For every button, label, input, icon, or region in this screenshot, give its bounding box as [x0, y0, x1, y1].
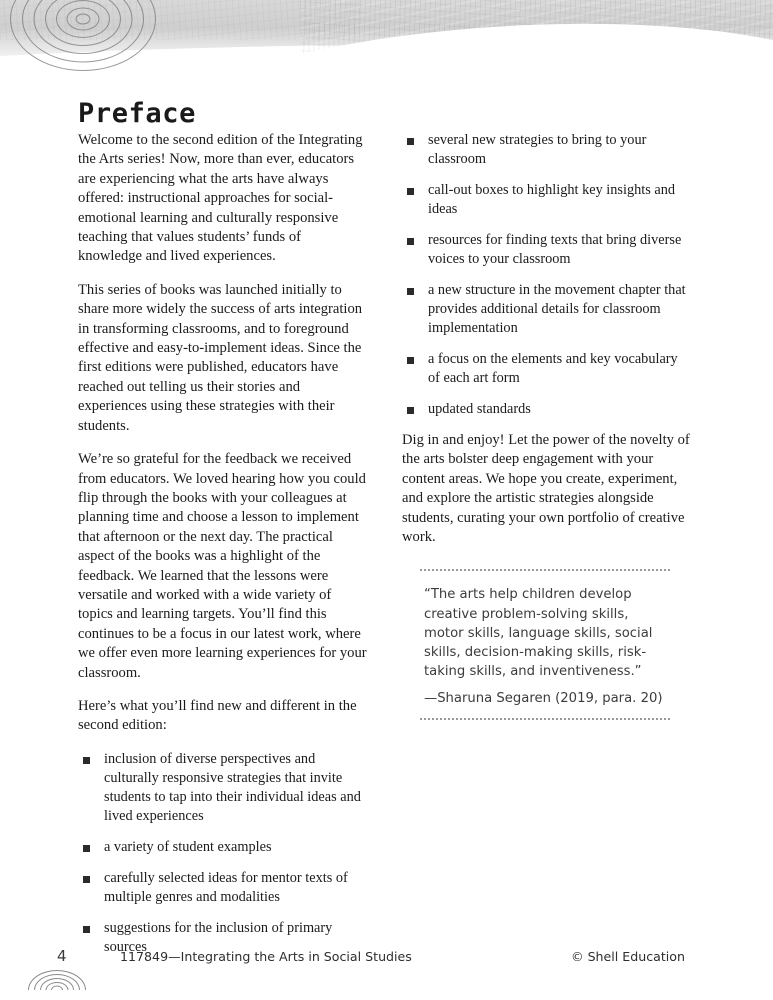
footer-publisher: © Shell Education: [570, 949, 685, 964]
list-item: several new strategies to bring to your classroom: [402, 131, 692, 169]
paragraph: Here’s what you’ll find new and different in the second edition:: [78, 697, 357, 734]
list-item: a variety of student examples: [78, 838, 368, 857]
paragraph: We’re so grateful for the feedback we received from educators. We loved hearing how you could flip through the books with your colleagues at planning time and choose a lesson to implement that afternoon or the next day. The practical aspect of the books was a highlight of the feedback. We learned that the lessons were versatile and worked with a wide variety of topics and learning targets. You’ll find this continues to be a focus in our latest work, where we offer even more learning experiences for your classroom.: [78, 451, 367, 681]
left-column: [78, 131, 368, 969]
footer-book-title: 117849—Integrating the Arts in Social Studies: [120, 949, 412, 964]
list-item: resources for finding texts that bring diverse voices to your classroom: [402, 231, 692, 269]
page-footer: [0, 922, 773, 1000]
two-column-layout: [78, 131, 692, 969]
page-title: Preface: [78, 98, 196, 130]
concentric-rings-ornament: [8, 0, 158, 72]
list-item: inclusion of diverse perspectives and culturally responsive strategies that invite students to tap into their individual ideas and lived experiences: [78, 750, 368, 826]
paragraph: Dig in and enjoy! Let the power of the novelty of the arts bolster deep engagement with your content areas. We hope you create, experiment, and explore the artistic strategies alongside students, curating your own portfolio of creative work.: [402, 432, 690, 546]
paragraph: This series of books was launched initially to share more widely the success of arts integration in transforming classrooms, and to foreground effective and easy-to-implement ideas. Since the first editions were published, educators have reached out telling us their stories and experiences using these strategies with their students.: [78, 281, 363, 434]
list-item: suggestions for the inclusion of primary sources: [78, 919, 368, 957]
pull-quote-text: “The arts help children develop creative problem-solving skills, motor skills, language skills, social skills, decision-making skills, risk-taking skills, and inventiveness.”: [424, 587, 653, 679]
list-item: a focus on the elements and key vocabulary of each art form: [402, 350, 692, 388]
right-column: [402, 131, 692, 969]
pull-quote-box: [420, 569, 670, 720]
right-bullet-list: [402, 131, 692, 419]
page-number: 4: [57, 947, 67, 965]
list-item: carefully selected ideas for mentor texts of multiple genres and modalities: [78, 869, 368, 907]
list-item: a new structure in the movement chapter that provides additional details for classroom implementation: [402, 281, 692, 338]
header-decorative-band: [0, 0, 773, 72]
list-item: updated standards: [402, 400, 692, 419]
list-item: call-out boxes to highlight key insights and ideas: [402, 181, 692, 219]
paragraph: Welcome to the second edition of the Integrating the Arts series! Now, more than ever, educators are experiencing what the arts have always offered: instructional approaches for social-emotional learning and culturally responsive teaching that values students’ funds of knowledge and lived experiences.: [78, 132, 363, 265]
pull-quote-attribution: —Sharuna Segaren (2019, para. 20): [424, 691, 663, 707]
